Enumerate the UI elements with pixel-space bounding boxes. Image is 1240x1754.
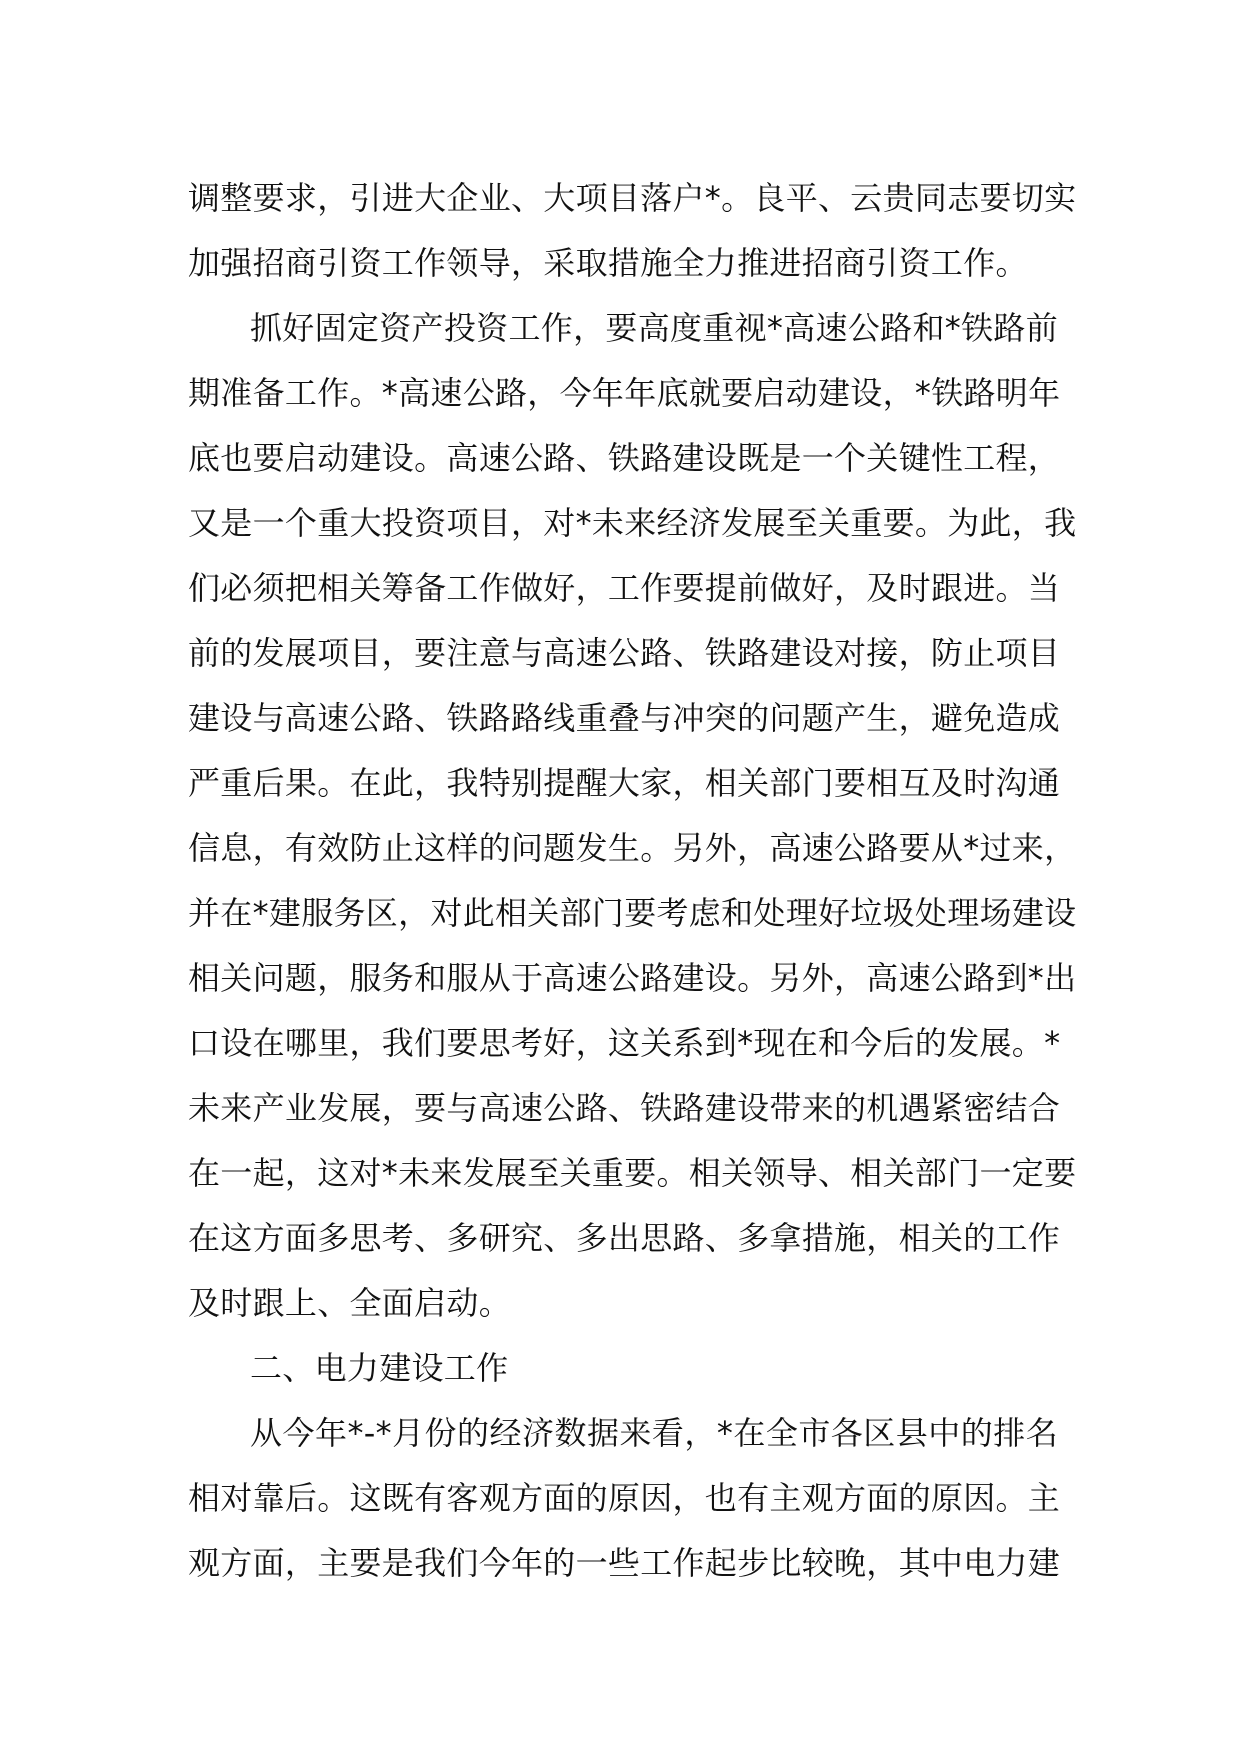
text-line: 严重后果。在此，我特别提醒大家，相关部门要相互及时沟通 [188,764,1061,802]
text-line: 建设与高速公路、铁路路线重叠与冲突的问题产生，避免造成 [188,699,1061,737]
text-line: 信息，有效防止这样的问题发生。另外，高速公路要从*过来， [188,829,1077,867]
text-line: 并在*建服务区，对此相关部门要考虑和处理好垃圾处理场建设 [188,894,1077,932]
text-line: 调整要求，引进大企业、大项目落户*。良平、云贵同志要切实 [188,179,1077,217]
text-line: 相关问题，服务和服从于高速公路建设。另外，高速公路到*出 [188,959,1077,997]
text-line: 们必须把相关筹备工作做好，工作要提前做好，及时跟进。当 [188,569,1061,607]
document-body [188,166,1077,1596]
text-line: 口设在哪里，我们要思考好，这关系到*现在和今后的发展。* [188,1024,1061,1062]
text-line: 又是一个重大投资项目，对*未来经济发展至关重要。为此，我 [188,504,1077,542]
text-line: 相对靠后。这既有客观方面的原因，也有主观方面的原因。主 [188,1479,1061,1517]
text-line: 加强招商引资工作领导，采取措施全力推进招商引资工作。 [188,244,1028,282]
text-line: 在这方面多思考、多研究、多出思路、多拿措施，相关的工作 [188,1219,1061,1257]
text-line: 前的发展项目，要注意与高速公路、铁路建设对接，防止项目 [188,634,1061,672]
section-heading: 二、电力建设工作 [250,1349,509,1387]
text-line: 底也要启动建设。高速公路、铁路建设既是一个关键性工程， [188,439,1061,477]
text-line: 在一起，这对*未来发展至关重要。相关领导、相关部门一定要 [188,1154,1077,1192]
text-line: 及时跟上、全面启动。 [188,1284,512,1322]
text-line: 未来产业发展，要与高速公路、铁路建设带来的机遇紧密结合 [188,1089,1061,1127]
text-line: 观方面，主要是我们今年的一些工作起步比较晚，其中电力建 [188,1544,1061,1582]
paragraph-first-line: 抓好固定资产投资工作，要高度重视*高速公路和*铁路前 [250,309,1058,347]
text-line: 期准备工作。*高速公路，今年年底就要启动建设，*铁路明年 [188,374,1061,412]
paragraph-first-line: 从今年*-*月份的经济数据来看，*在全市各区县中的排名 [250,1414,1058,1452]
